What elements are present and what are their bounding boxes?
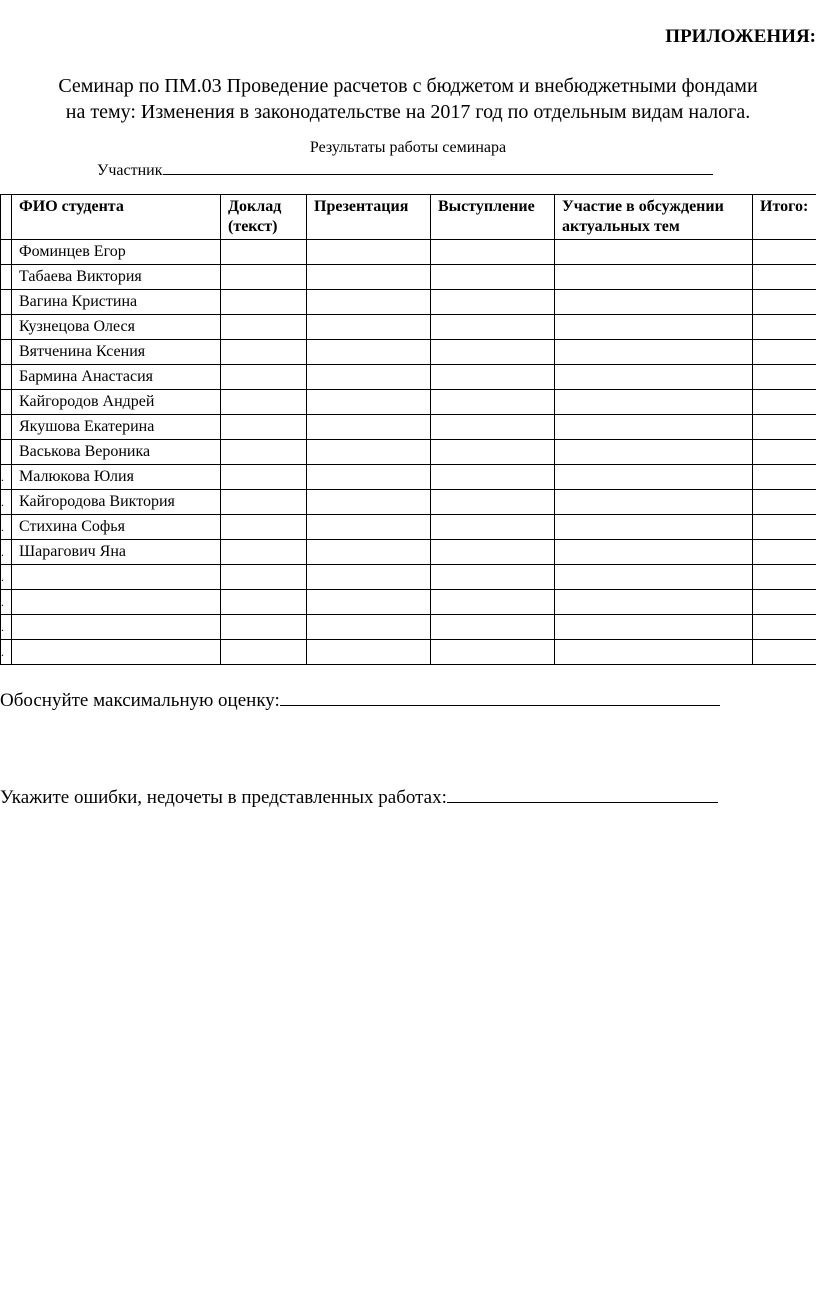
table-row bbox=[1, 540, 816, 565]
speech-score-cell[interactable] bbox=[431, 590, 555, 615]
total-score-cell[interactable] bbox=[753, 340, 816, 365]
total-score-cell[interactable] bbox=[753, 390, 816, 415]
student-name-cell: Кайгородов Андрей bbox=[12, 390, 221, 415]
discussion-score-cell[interactable] bbox=[555, 440, 753, 465]
row-number-cell: . bbox=[1, 540, 12, 565]
speech-score-cell[interactable] bbox=[431, 540, 555, 565]
results-table bbox=[0, 194, 816, 665]
row-number-cell bbox=[1, 265, 12, 290]
header-number bbox=[1, 195, 12, 240]
table-body bbox=[1, 240, 816, 665]
presentation-score-cell[interactable] bbox=[307, 640, 431, 665]
discussion-score-cell[interactable] bbox=[555, 290, 753, 315]
table-row bbox=[1, 440, 816, 465]
table-row bbox=[1, 490, 816, 515]
errors-label: Укажите ошибки, недочеты в представленных работах: bbox=[0, 787, 447, 808]
row-number-cell: . bbox=[1, 565, 12, 590]
table-row bbox=[1, 365, 816, 390]
student-name-cell: Кайгородова Виктория bbox=[12, 490, 221, 515]
student-name-cell: Вагина Кристина bbox=[12, 290, 221, 315]
total-score-cell[interactable] bbox=[753, 615, 816, 640]
row-number-cell: . bbox=[1, 490, 12, 515]
errors-blank-line[interactable] bbox=[447, 785, 718, 803]
seminar-title bbox=[0, 73, 816, 125]
table-row bbox=[1, 590, 816, 615]
discussion-score-cell[interactable] bbox=[555, 365, 753, 390]
discussion-score-cell[interactable] bbox=[555, 490, 753, 515]
speech-score-cell[interactable] bbox=[431, 640, 555, 665]
presentation-score-cell[interactable] bbox=[307, 540, 431, 565]
row-number-cell bbox=[1, 315, 12, 340]
discussion-score-cell[interactable] bbox=[555, 265, 753, 290]
errors-prompt bbox=[0, 785, 718, 809]
report-score-cell[interactable] bbox=[221, 440, 307, 465]
presentation-score-cell[interactable] bbox=[307, 615, 431, 640]
presentation-score-cell[interactable] bbox=[307, 465, 431, 490]
discussion-score-cell[interactable] bbox=[555, 640, 753, 665]
results-title: Результаты работы семинара bbox=[309, 139, 507, 156]
presentation-score-cell[interactable] bbox=[307, 565, 431, 590]
justify-prompt bbox=[0, 688, 720, 712]
row-number-cell bbox=[1, 390, 12, 415]
table-row bbox=[1, 315, 816, 340]
row-number-cell bbox=[1, 440, 12, 465]
total-score-cell[interactable] bbox=[753, 565, 816, 590]
participant-label: Участник bbox=[97, 162, 163, 179]
table-row bbox=[1, 615, 816, 640]
row-number-cell bbox=[1, 415, 12, 440]
table-header-row bbox=[1, 195, 816, 240]
student-name-cell: Васькова Вероника bbox=[12, 440, 221, 465]
report-score-cell[interactable] bbox=[221, 515, 307, 540]
speech-score-cell[interactable] bbox=[431, 390, 555, 415]
total-score-cell[interactable] bbox=[753, 490, 816, 515]
presentation-score-cell[interactable] bbox=[307, 340, 431, 365]
table-row bbox=[1, 240, 816, 265]
justify-label: Обоснуйте максимальную оценку: bbox=[0, 690, 280, 711]
total-score-cell[interactable] bbox=[753, 640, 816, 665]
participant-field bbox=[97, 158, 713, 180]
discussion-score-cell[interactable] bbox=[555, 240, 753, 265]
total-score-cell[interactable] bbox=[753, 540, 816, 565]
speech-score-cell[interactable] bbox=[431, 465, 555, 490]
speech-score-cell[interactable] bbox=[431, 340, 555, 365]
student-name-cell: Вятченина Ксения bbox=[12, 340, 221, 365]
table-row bbox=[1, 340, 816, 365]
row-number-cell: . bbox=[1, 640, 12, 665]
student-name-cell: Фоминцев Егор bbox=[12, 240, 221, 265]
total-score-cell[interactable] bbox=[753, 465, 816, 490]
justify-blank-line[interactable] bbox=[280, 688, 720, 706]
total-score-cell[interactable] bbox=[753, 265, 816, 290]
report-score-cell[interactable] bbox=[221, 315, 307, 340]
presentation-score-cell[interactable] bbox=[307, 265, 431, 290]
total-score-cell[interactable] bbox=[753, 515, 816, 540]
discussion-score-cell[interactable] bbox=[555, 315, 753, 340]
row-number-cell: . bbox=[1, 465, 12, 490]
total-score-cell[interactable] bbox=[753, 290, 816, 315]
speech-score-cell[interactable] bbox=[431, 490, 555, 515]
header-presentation: Презентация bbox=[307, 195, 431, 240]
table-row bbox=[1, 565, 816, 590]
discussion-score-cell[interactable] bbox=[555, 465, 753, 490]
student-name-cell: Якушова Екатерина bbox=[12, 415, 221, 440]
student-name-cell bbox=[12, 615, 221, 640]
student-name-cell bbox=[12, 640, 221, 665]
speech-score-cell[interactable] bbox=[431, 240, 555, 265]
discussion-score-cell[interactable] bbox=[555, 540, 753, 565]
header-total: Итого: bbox=[753, 195, 816, 240]
total-score-cell[interactable] bbox=[753, 440, 816, 465]
row-number-cell bbox=[1, 365, 12, 390]
presentation-score-cell[interactable] bbox=[307, 390, 431, 415]
student-name-cell: Стихина Софья bbox=[12, 515, 221, 540]
report-score-cell[interactable] bbox=[221, 640, 307, 665]
speech-score-cell[interactable] bbox=[431, 290, 555, 315]
student-name-cell bbox=[12, 590, 221, 615]
presentation-score-cell[interactable] bbox=[307, 240, 431, 265]
table-row bbox=[1, 290, 816, 315]
report-score-cell[interactable] bbox=[221, 540, 307, 565]
table-row bbox=[1, 265, 816, 290]
appendix-heading: ПРИЛОЖЕНИЯ: bbox=[665, 26, 816, 47]
header-discussion: Участие в обсуждении актуальных тем bbox=[555, 195, 753, 240]
report-score-cell[interactable] bbox=[221, 465, 307, 490]
discussion-score-cell[interactable] bbox=[555, 390, 753, 415]
speech-score-cell[interactable] bbox=[431, 565, 555, 590]
discussion-score-cell[interactable] bbox=[555, 340, 753, 365]
discussion-score-cell[interactable] bbox=[555, 515, 753, 540]
report-score-cell[interactable] bbox=[221, 290, 307, 315]
report-score-cell[interactable] bbox=[221, 565, 307, 590]
table-row bbox=[1, 465, 816, 490]
speech-score-cell[interactable] bbox=[431, 415, 555, 440]
row-number-cell: . bbox=[1, 615, 12, 640]
participant-blank-line[interactable] bbox=[163, 158, 713, 175]
report-score-cell[interactable] bbox=[221, 365, 307, 390]
row-number-cell bbox=[1, 240, 12, 265]
report-score-cell[interactable] bbox=[221, 390, 307, 415]
total-score-cell[interactable] bbox=[753, 590, 816, 615]
discussion-score-cell[interactable] bbox=[555, 590, 753, 615]
report-score-cell[interactable] bbox=[221, 265, 307, 290]
presentation-score-cell[interactable] bbox=[307, 590, 431, 615]
presentation-score-cell[interactable] bbox=[307, 515, 431, 540]
speech-score-cell[interactable] bbox=[431, 265, 555, 290]
presentation-score-cell[interactable] bbox=[307, 365, 431, 390]
presentation-score-cell[interactable] bbox=[307, 290, 431, 315]
student-name-cell: Бармина Анастасия bbox=[12, 365, 221, 390]
seminar-title-line-2: на тему: Изменения в законодательстве на 2017 год по отдельным видам налога. bbox=[65, 101, 751, 123]
speech-score-cell[interactable] bbox=[431, 615, 555, 640]
header-report: Доклад (текст) bbox=[221, 195, 307, 240]
header-speech: Выступление bbox=[431, 195, 555, 240]
speech-score-cell[interactable] bbox=[431, 440, 555, 465]
table-row bbox=[1, 640, 816, 665]
row-number-cell bbox=[1, 340, 12, 365]
discussion-score-cell[interactable] bbox=[555, 615, 753, 640]
table-row bbox=[1, 415, 816, 440]
speech-score-cell[interactable] bbox=[431, 315, 555, 340]
speech-score-cell[interactable] bbox=[431, 365, 555, 390]
report-score-cell[interactable] bbox=[221, 615, 307, 640]
report-score-cell[interactable] bbox=[221, 240, 307, 265]
report-score-cell[interactable] bbox=[221, 490, 307, 515]
student-name-cell bbox=[12, 565, 221, 590]
presentation-score-cell[interactable] bbox=[307, 415, 431, 440]
table-row bbox=[1, 390, 816, 415]
seminar-title-line-1: Семинар по ПМ.03 Проведение расчетов с бюджетом и внебюджетными фондами bbox=[58, 75, 758, 97]
presentation-score-cell[interactable] bbox=[307, 490, 431, 515]
total-score-cell[interactable] bbox=[753, 315, 816, 340]
report-score-cell[interactable] bbox=[221, 340, 307, 365]
discussion-score-cell[interactable] bbox=[555, 415, 753, 440]
header-name: ФИО студента bbox=[12, 195, 221, 240]
total-score-cell[interactable] bbox=[753, 240, 816, 265]
table-row bbox=[1, 515, 816, 540]
row-number-cell bbox=[1, 290, 12, 315]
student-name-cell: Табаева Виктория bbox=[12, 265, 221, 290]
speech-score-cell[interactable] bbox=[431, 515, 555, 540]
total-score-cell[interactable] bbox=[753, 415, 816, 440]
row-number-cell: . bbox=[1, 515, 12, 540]
total-score-cell[interactable] bbox=[753, 365, 816, 390]
report-score-cell[interactable] bbox=[221, 590, 307, 615]
row-number-cell: . bbox=[1, 590, 12, 615]
presentation-score-cell[interactable] bbox=[307, 315, 431, 340]
discussion-score-cell[interactable] bbox=[555, 565, 753, 590]
student-name-cell: Малюкова Юлия bbox=[12, 465, 221, 490]
student-name-cell: Шарагович Яна bbox=[12, 540, 221, 565]
report-score-cell[interactable] bbox=[221, 415, 307, 440]
student-name-cell: Кузнецова Олеся bbox=[12, 315, 221, 340]
presentation-score-cell[interactable] bbox=[307, 440, 431, 465]
